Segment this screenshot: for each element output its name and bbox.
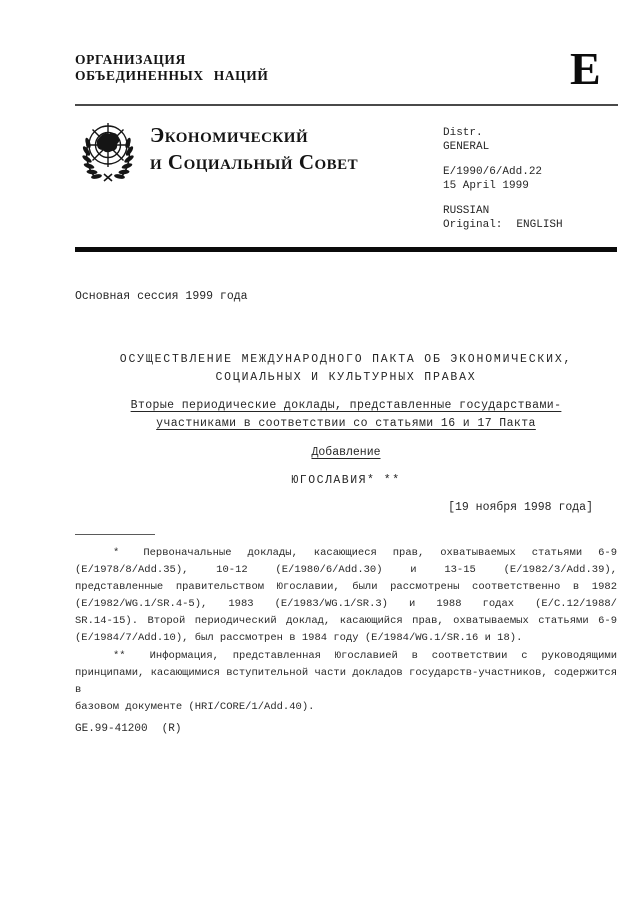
council-name-line2: и Социальный Совет (150, 150, 359, 174)
footnote-1-text: Первоначальные доклады, касающиеся прав, охватываемых статьями 6-9 (143, 547, 617, 559)
footnote-1-first-line (75, 545, 617, 562)
footnote-1-marker: * (113, 547, 120, 559)
footnote-1-line: представленные правительством Югославии, были рассмотрены соответственно в 1982 (75, 581, 617, 593)
org-name-line1: ОРГАНИЗАЦИЯ (75, 52, 186, 67)
footnote-2-line: принципами, касающимися вступительной части докладов государств-участников, содержится в (75, 667, 617, 696)
footnote-2-marker: ** (113, 650, 126, 662)
footnote-1 (75, 545, 617, 647)
footnote-separator-line (75, 534, 155, 535)
doc-symbol: E/1990/6/Add.22 (443, 166, 543, 178)
council-name (150, 122, 358, 176)
footnote-1-line: (E/1978/8/Add.35), 10-12 (E/1980/6/Add.30) и 13-15 (E/1982/3/Add.39), (75, 564, 617, 576)
session-line: Основная сессия 1999 года (75, 290, 248, 303)
footnote-2-line: базовом документе (HRI/CORE/1/Add.40). (75, 701, 315, 713)
doc-date: 15 April 1999 (443, 179, 529, 192)
header-divider-line (75, 104, 618, 106)
subtitle-line1: Вторые периодические доклады, представленные государствами- (130, 399, 562, 412)
distr-value: GENERAL (443, 140, 490, 153)
footnote-2 (75, 648, 617, 716)
footer-reference-row (75, 723, 181, 735)
main-title-line1: ОСУЩЕСТВЛЕНИЕ МЕЖДУНАРОДНОГО ПАКТА ОБ ЭКОНОМИЧЕСКИХ, (119, 353, 573, 366)
language-mark: (R) (161, 723, 182, 735)
masthead-divider-line (75, 247, 617, 252)
un-org-name (75, 52, 268, 83)
council-name-line1: Экономический (150, 123, 309, 147)
main-title-line2: СОЦИАЛЬНЫХ И КУЛЬТУРНЫХ ПРАВАХ (215, 371, 477, 384)
footnote-2-first-line (75, 648, 617, 665)
org-name-line2: ОБЪЕДИНЕННЫХ НАЦИЙ (75, 67, 269, 83)
footnote-1-line: (E/1982/WG.1/SR.4-5), 1983 (E/1983/WG.1/SR.3) и 1988 годах (E/C.12/1988/ (75, 598, 617, 610)
footnote-2-text: Информация, представленная Югославией в соответствии с руководящими (149, 650, 617, 662)
subtitle-line2: участниками в соответствии со статьями 16 и 17 Пакта (156, 417, 536, 430)
original-language: ENGLISH (516, 218, 563, 231)
doc-series-letter: E (570, 43, 601, 94)
distr-label: Distr. (443, 127, 483, 139)
country-line: ЮГОСЛАВИЯ* ** (291, 474, 401, 487)
un-emblem-icon (78, 114, 138, 186)
doc-language: RUSSIAN (443, 205, 490, 217)
original-language-row (443, 219, 563, 233)
footnote-1-line: (E/1984/7/Add.10), был рассмотрен в 1984 году (E/1984/WG.1/SR.16 и 18). (75, 632, 523, 644)
distribution-block (443, 127, 563, 232)
footnote-1-line: SR.14-15). Второй периодический доклад, касающийся прав, охватываемых статьями 6-9 (75, 615, 617, 627)
ge-reference: GE.99-41200 (75, 723, 148, 735)
submission-date: [19 ноября 1998 года] (448, 501, 593, 514)
addendum-label: Добавление (311, 446, 381, 459)
original-label: Original: (443, 218, 503, 231)
